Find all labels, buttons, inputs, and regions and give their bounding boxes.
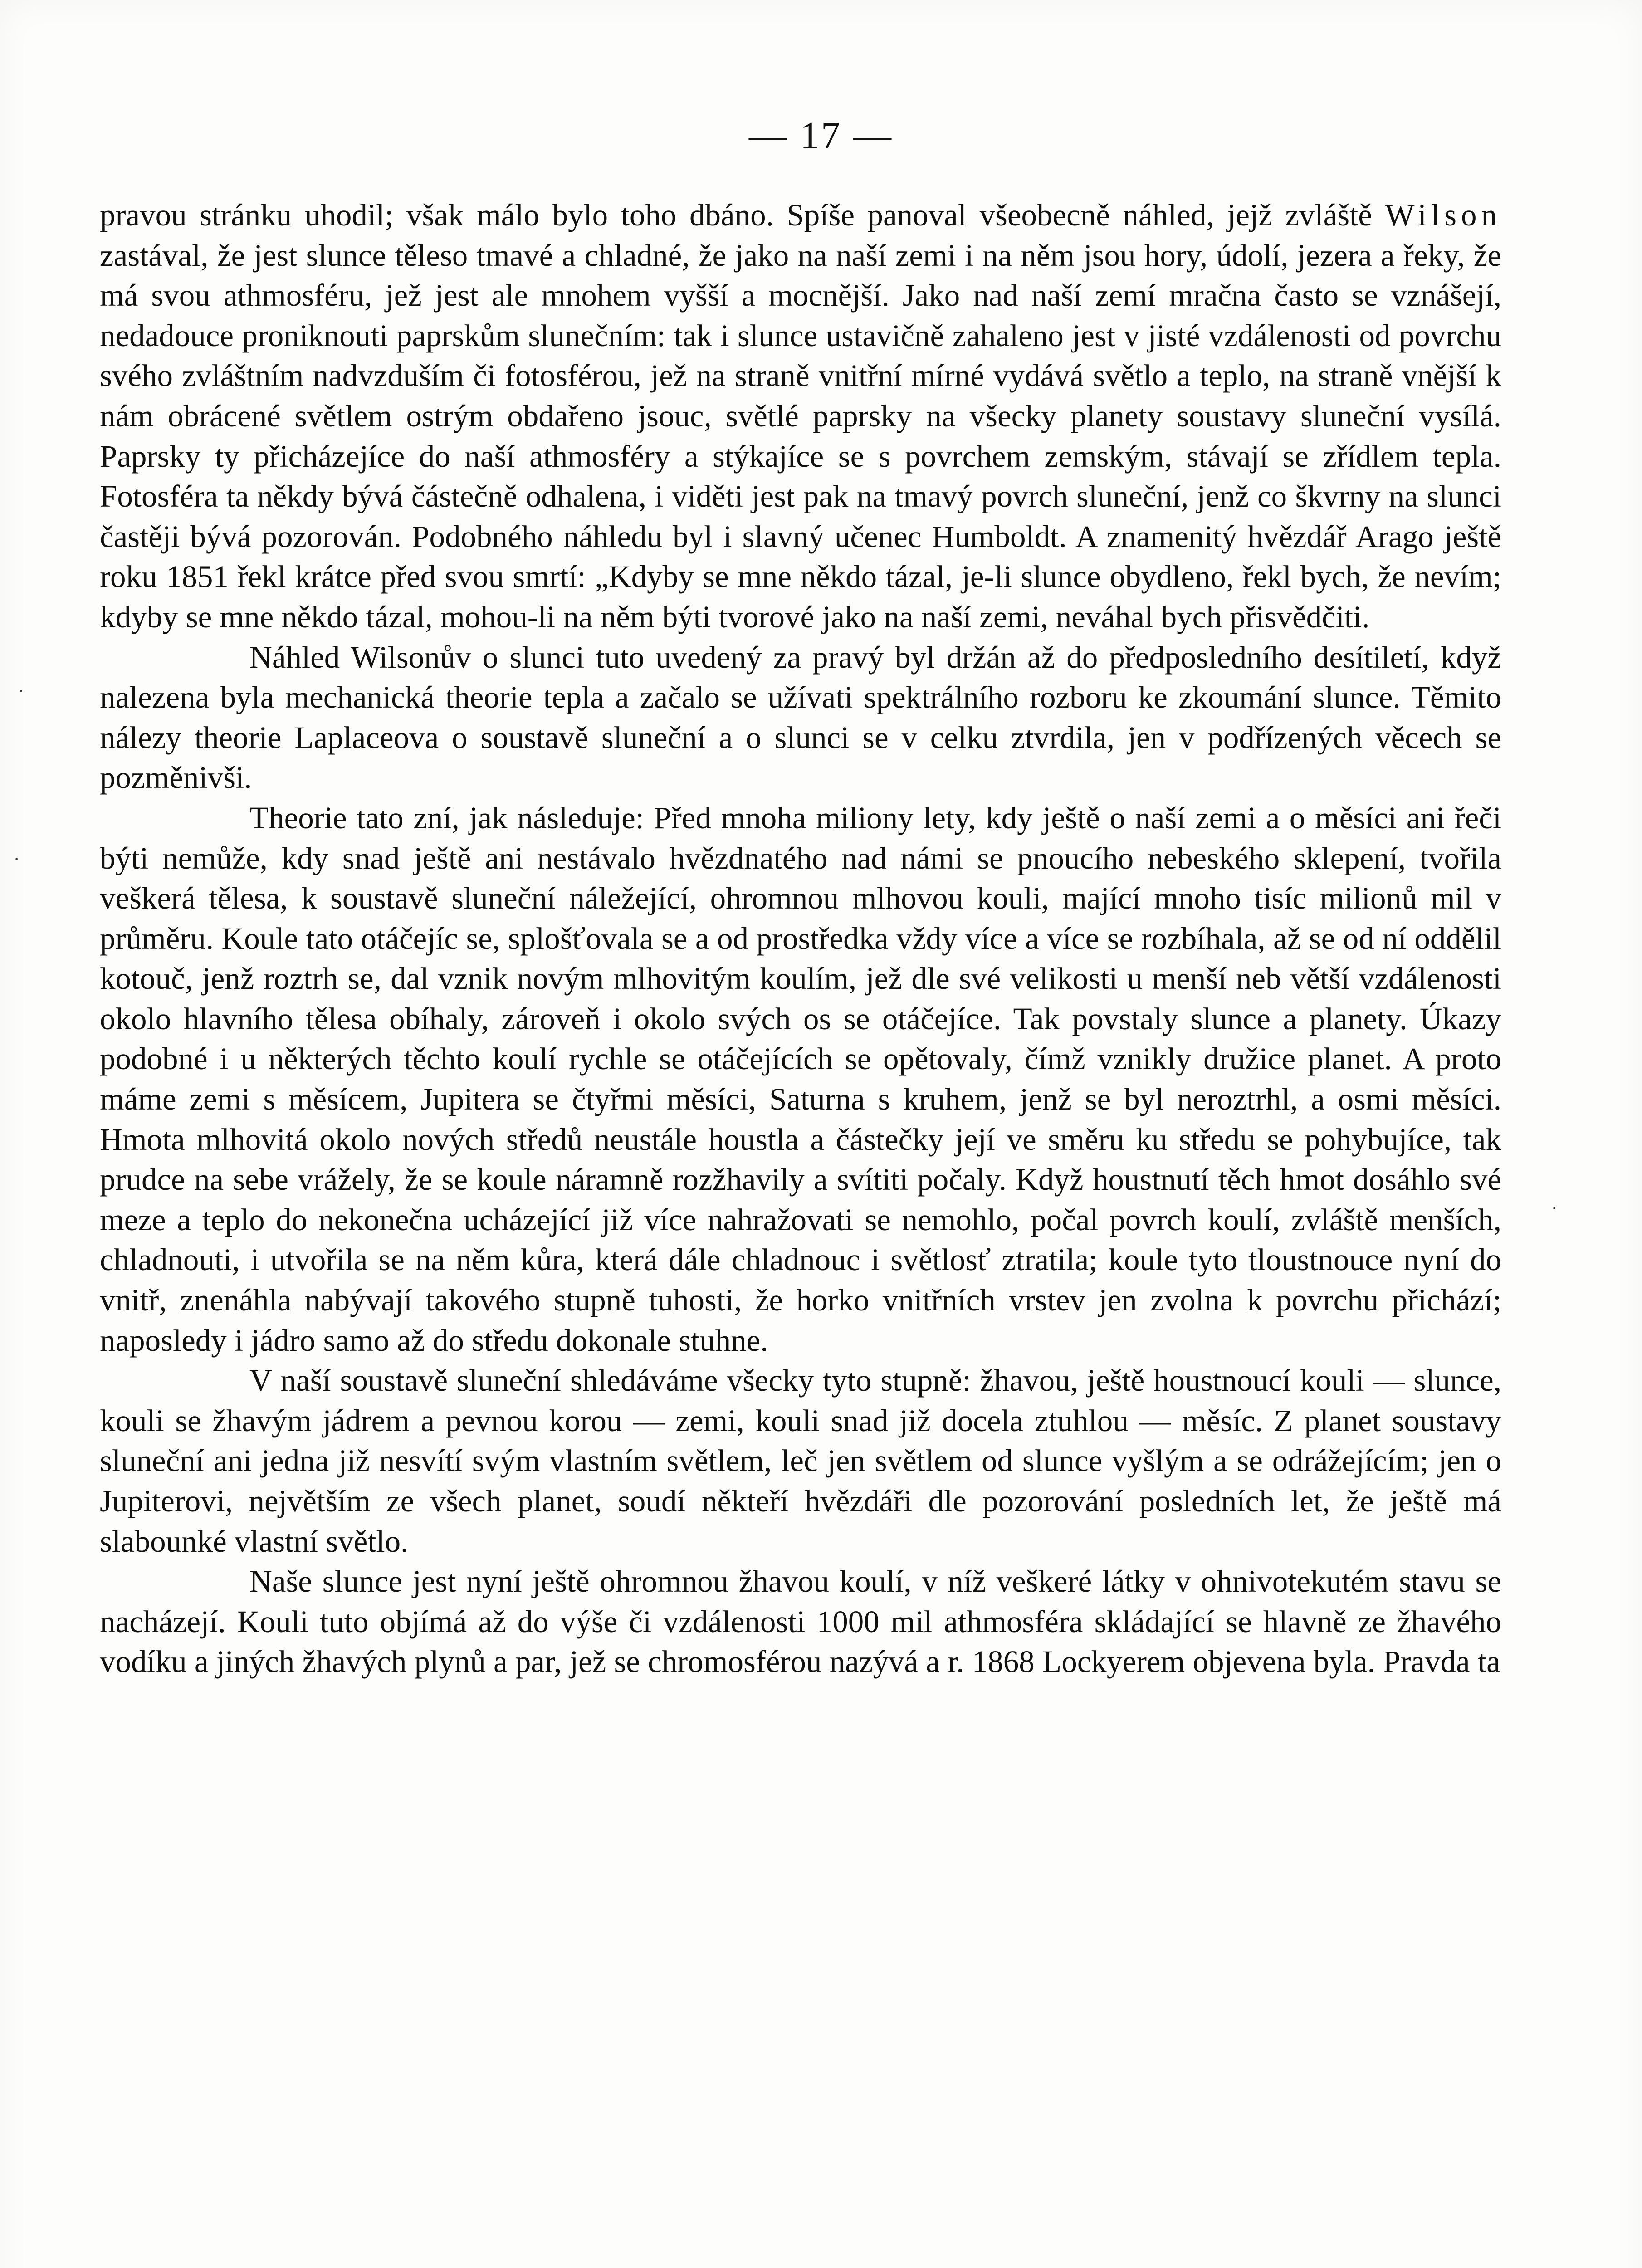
body-text — [100, 195, 1501, 1682]
paragraph-5: Naše slunce jest nyní ještě ohromnou žhavou koulí, v níž veškeré látky v ohnivotekutém stavu se nacházejí. Kouli tuto objímá až do výše či vzdálenosti 1000 mil athmosféra skládající se hlavně ze žhavého vodíku a jiných žhavých plynů a par, jež se chromosférou nazývá a r. 1868 Lockyerem objevena byla. Pravda ta — [100, 1564, 1501, 1679]
paragraph-2: Náhled Wilsonův o slunci tuto uvedený za pravý byl držán až do předposledního desítiletí, když nalezena byla mechanická theorie tepla a začalo se užívati spektrálního rozboru ke zkoumání slunce. Těmito nálezy theorie Laplaceova o soustavě sluneční a o slunci se v celku ztvrdila, jen v podřízených věcech se pozměnivši. — [100, 640, 1501, 795]
author-name-wilson: Wilson — [1385, 198, 1501, 232]
paragraph-1 — [100, 195, 1501, 637]
paragraph-4: V naší soustavě sluneční shledáváme všecky tyto stupně: žhavou, ještě houstnoucí kouli — slunce, kouli se žhavým jádrem a pevnou korou — zemi, kouli snad již docela ztuhlou — měsíc. Z planet soustavy sluneční ani jedna již nesvítí svým vlastním světlem, leč jen světlem od slunce vyšlým a se odrážejícím; jen o Jupiterovi, největším ze všech planet, soudí někteří hvězdáři dle pozorování posledních let, že ještě má slabounké vlastní světlo. — [100, 1363, 1501, 1559]
margin-speck: · — [1551, 1198, 1558, 1218]
paragraph-3: Theorie tato zní, jak následuje: Před mnoha miliony lety, kdy ještě o naší zemi a o měsíci ani řeči býti nemůže, kdy snad ještě ani nestávalo hvězdnatého nad námi se pnoucího nebeského sklepení, tvořila veškerá tělesa, k soustavě sluneční náležející, ohromnou mlhovou kouli, mající mnoho tisíc milionů mil v průměru. Koule tato otáčejíc se, splošťovala se a od prostředka vždy více a více se rozbíhala, až se od ní oddělil kotouč, jenž roztrh se, dal vznik novým mlhovitým koulím, jež dle své velikosti u menší neb větší vzdálenosti okolo hlavního tělesa obíhaly, zároveň i okolo svých os se otáčejíce. Tak povstaly slunce a planety. Úkazy podobné i u některých těchto koulí rychle se otáčejících se opětovaly, čímž vznikly družice planet. A proto máme zemi s měsícem, Jupitera se čtyřmi měsíci, Saturna s kruhem, jenž se byl neroztrhl, a osmi měsíci. Hmota mlhovitá okolo nových středů neustále houstla a částečky její ve směru ku středu se pohybujíce, tak prudce na sebe vrážely, že se koule náramně rozžhavily a svítiti počaly. Když houstnutí těch hmot dosáhlo své meze a teplo do nekonečna ucházející již více nahražovati se nemohlo, počal povrch koulí, zvláště menších, chladnouti, i utvořila se na něm kůra, která dále chladnouc i světlosť ztratila; koule tyto tloustnouce nyní do vnitř, znenáhla nabývají takového stupně tuhosti, že horko vnitřních vrstev jen zvolna k povrchu přichází; naposledy i jádro samo až do středu dokonale stuhne. — [100, 800, 1501, 1358]
paragraph-1-lead: pravou stránku uhodil; však málo bylo toho dbáno. Spíše panoval všeobecně náhled, jejž zvláště — [100, 198, 1385, 232]
margin-speck: · — [14, 849, 20, 869]
margin-speck: · — [18, 681, 24, 701]
page-number: — 17 — — [749, 114, 893, 156]
paragraph-1-tail: zastával, že jest slunce těleso tmavé a chladné, že jako na naší zemi i na něm jsou hory, údolí, jezera a řeky, že má svou athmosféru, jež jest ale mnohem vyšší a mocnější. Jako nad naší zemí mračna často se vznášejí, nedadouce proniknouti paprskům slunečním: tak i slunce ustavičně zahaleno jest v jisté vzdálenosti od povrchu svého zvláštním nadvzduším či fotosférou, jež na straně vnitřní mírné vydává světlo a teplo, na straně vnější k nám obrácené světlem ostrým obdařeno jsouc, světlé paprsky na všecky planety soustavy sluneční vysílá. Paprsky ty přicházejíce do naší athmosféry a stýkajíce se s povrchem zemským, stávají se zřídlem tepla. Fotosféra ta někdy bývá částečně odhalena, i viděti jest pak na tmavý povrch sluneční, jenž co škvrny na slunci častěji bývá pozorován. Podobného náhledu byl i slavný učenec Humboldt. A znamenitý hvězdář Arago ještě roku 1851 řekl krátce před svou smrtí: „Kdyby se mne někdo tázal, je-li slunce obydleno, řekl bych, že nevím; kdyby se mne někdo tázal, mohou-li na něm býti tvorové jako na naší zemi, neváhal bych přisvědčiti. — [100, 238, 1501, 634]
